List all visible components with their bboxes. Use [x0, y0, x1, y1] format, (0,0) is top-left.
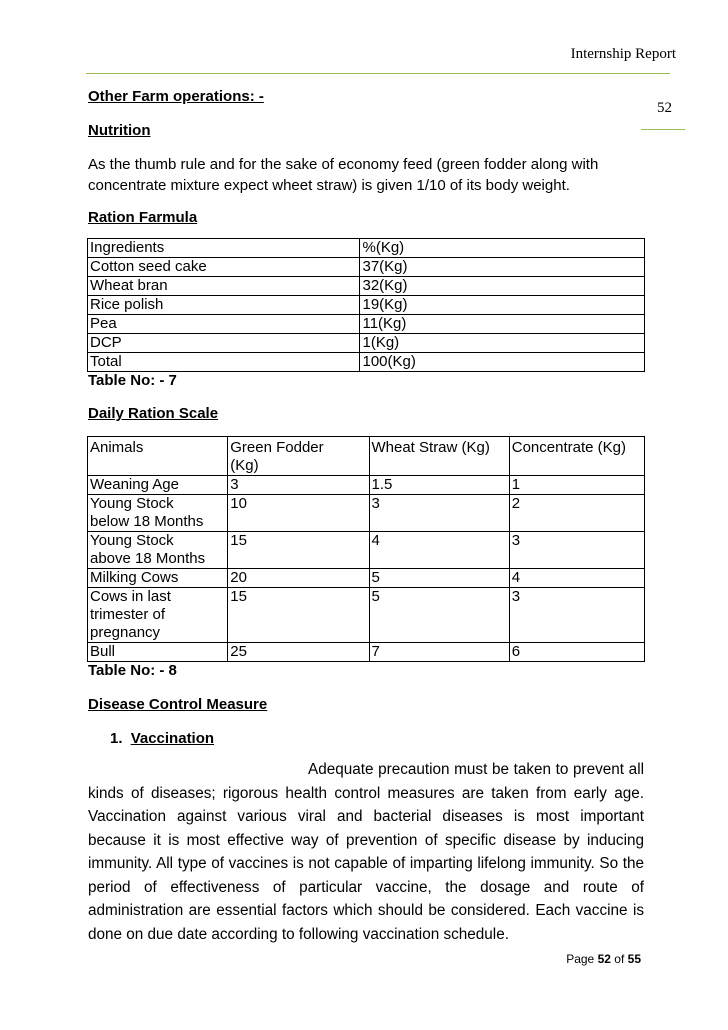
- table-cell: Total: [88, 353, 360, 372]
- table-cell: 1(Kg): [360, 334, 645, 353]
- table-row: [88, 588, 645, 643]
- footer-of-label: of: [614, 952, 625, 966]
- table-row: [88, 353, 645, 372]
- page-number-divider: [641, 129, 685, 130]
- table-cell: %(Kg): [360, 239, 645, 258]
- vaccination-paragraph: [88, 758, 644, 946]
- table-cell: 11(Kg): [360, 315, 645, 334]
- ration-formula-table: [87, 238, 645, 372]
- page-footer: [566, 952, 641, 966]
- table-row: [88, 258, 645, 277]
- header-divider: [86, 73, 670, 74]
- table-cell: Bull: [88, 643, 228, 662]
- list-item-vaccination: [88, 730, 644, 748]
- table-cell: 19(Kg): [360, 296, 645, 315]
- column-header: Wheat Straw (Kg): [369, 437, 509, 476]
- column-header: Animals: [88, 437, 228, 476]
- table-cell: 25: [228, 643, 369, 662]
- table-cell: 32(Kg): [360, 277, 645, 296]
- column-header: Green Fodder (Kg): [228, 437, 369, 476]
- table-cell: Cotton seed cake: [88, 258, 360, 277]
- table-cell: Rice polish: [88, 296, 360, 315]
- table-row: [88, 569, 645, 588]
- nutrition-paragraph: As the thumb rule and for the sake of economy feed (green fodder along with concentrate mixture expect wheet straw) is given 1/10 of its body weight.: [88, 156, 599, 194]
- table-cell: 3: [369, 495, 509, 532]
- section-heading-other-ops: Other Farm operations: -: [88, 88, 264, 105]
- table-row: [88, 315, 645, 334]
- table-cell: 10: [228, 495, 369, 532]
- table-cell: 37(Kg): [360, 258, 645, 277]
- table-cell: 5: [369, 569, 509, 588]
- header-page-number: 52: [657, 100, 672, 116]
- daily-ration-table: [87, 436, 645, 662]
- table-cell: 3: [509, 532, 644, 569]
- table-cell: Pea: [88, 315, 360, 334]
- table-cell: 15: [228, 588, 369, 643]
- list-number: 1.: [110, 730, 123, 747]
- table-cell: 3: [228, 476, 369, 495]
- table-cell: 4: [369, 532, 509, 569]
- table-cell: 6: [509, 643, 644, 662]
- header-title: Internship Report: [570, 46, 676, 62]
- table-cell: Milking Cows: [88, 569, 228, 588]
- table-row: [88, 239, 645, 258]
- table-cell: Weaning Age: [88, 476, 228, 495]
- ration-table-caption: Table No: - 7: [88, 372, 177, 389]
- header-page-number-box: [641, 100, 685, 130]
- section-heading-nutrition: Nutrition: [88, 122, 151, 139]
- table-cell: Young Stock above 18 Months: [88, 532, 228, 569]
- daily-table-caption: Table No: - 8: [88, 662, 177, 679]
- table-cell: 15: [228, 532, 369, 569]
- footer-total-pages: 55: [627, 952, 641, 966]
- table-row: [88, 476, 645, 495]
- footer-page-label: Page: [566, 952, 595, 966]
- table-cell: 2: [509, 495, 644, 532]
- table-row: [88, 532, 645, 569]
- section-heading-ration-formula: Ration Farmula: [88, 209, 198, 226]
- table-header-row: [88, 437, 645, 476]
- section-heading-disease-control: Disease Control Measure: [88, 696, 268, 713]
- table-cell: Wheat bran: [88, 277, 360, 296]
- column-header: Concentrate (Kg): [509, 437, 644, 476]
- footer-current-page: 52: [597, 952, 611, 966]
- table-cell: Cows in last trimester of pregnancy: [88, 588, 228, 643]
- table-row: [88, 334, 645, 353]
- table-cell: 4: [509, 569, 644, 588]
- section-heading-daily-ration: Daily Ration Scale: [88, 405, 219, 422]
- table-cell: 7: [369, 643, 509, 662]
- table-row: [88, 643, 645, 662]
- table-cell: 1.5: [369, 476, 509, 495]
- table-row: [88, 296, 645, 315]
- table-cell: 5: [369, 588, 509, 643]
- table-cell: 1: [509, 476, 644, 495]
- vaccination-text: Adequate precaution must be taken to prevent all kinds of diseases; rigorous health control measures are taken from early age. Vaccination against various viral and bacterial diseases is most important because it is most effective way of prevention of specific disease by inducing immunity. All type of vaccines is not capable of imparting lifelong immunity. So the period of effectiveness of particular vaccine, the dosage and route of administration are essential factors which should be considered. Each vaccine is done on due date according to following vaccination schedule.: [88, 761, 644, 943]
- table-cell: 100(Kg): [360, 353, 645, 372]
- table-cell: 3: [509, 588, 644, 643]
- table-cell: Ingredients: [88, 239, 360, 258]
- table-cell: Young Stock below 18 Months: [88, 495, 228, 532]
- vaccination-heading: Vaccination: [130, 730, 215, 747]
- table-row: [88, 277, 645, 296]
- table-cell: DCP: [88, 334, 360, 353]
- table-row: [88, 495, 645, 532]
- table-cell: 20: [228, 569, 369, 588]
- document-body: [88, 88, 644, 946]
